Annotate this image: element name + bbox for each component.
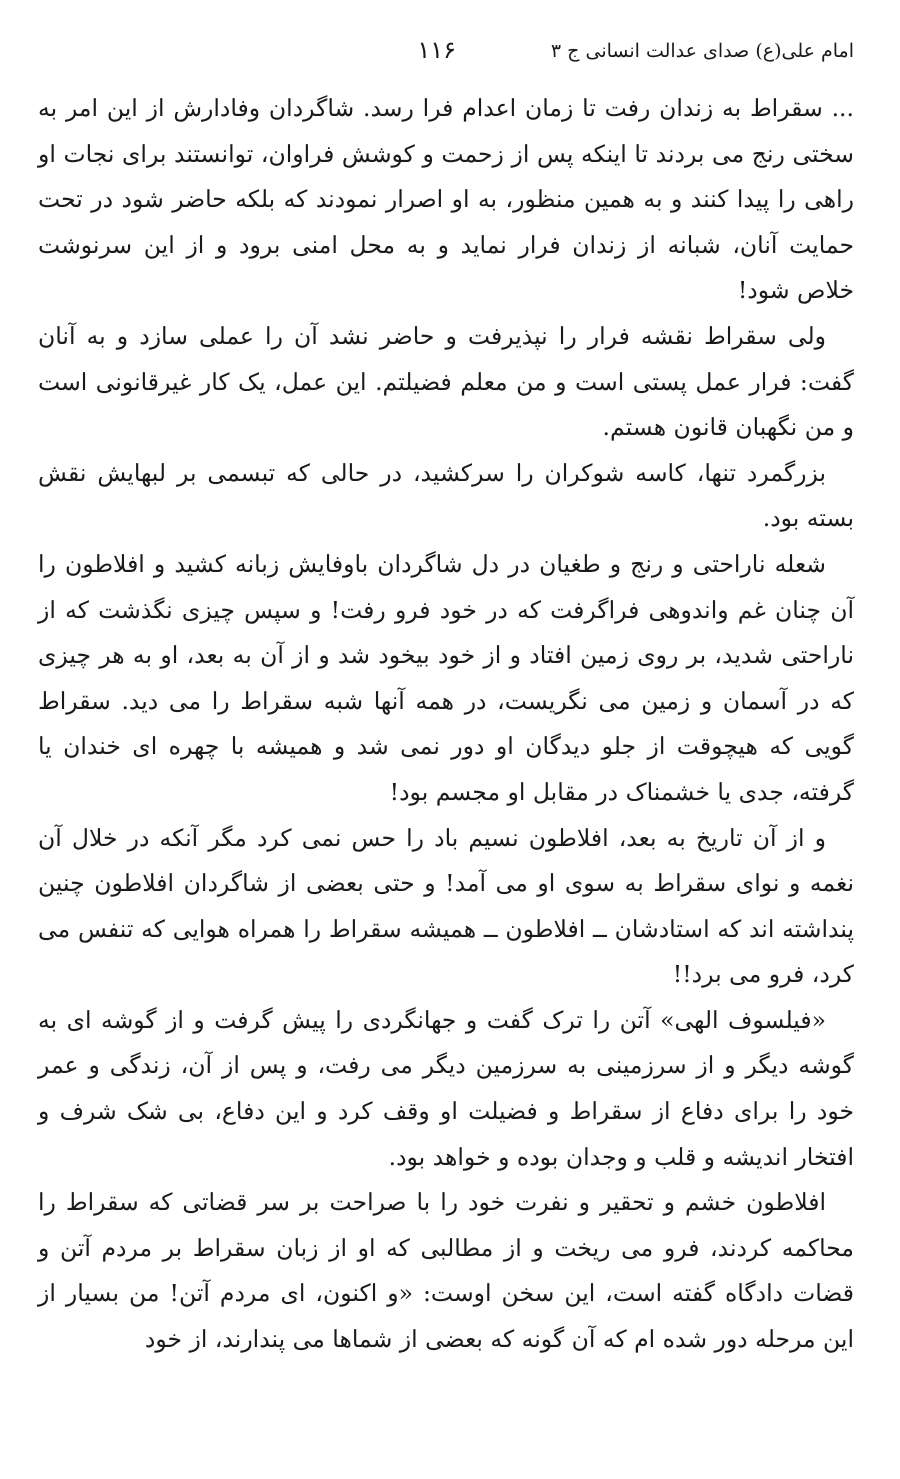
paragraph-3: بزرگمرد تنها، کاسه شوکران را سرکشید، در حالی که تبسمی بر لبهایش نقش بسته بود. [38,458,854,533]
paragraph-1: ... سقراط به زندان رفت تا زمان اعدام فرا رسد. شاگردان وفادارش از این امر به سختی رنج می بردند تا اینکه پس از زحمت و کوشش فراوان، توانستند برای نجات او راهی را پیدا کنند و به همین منظور، به او اصرار نمودند که بلکه حاضر شود در تحت حمایت آنان، شبانه از زندان فرار نماید و به محل امنی برود و از این سرنوشت خلاص شود! [38,94,854,305]
body-text [38,86,854,1363]
paragraph-6: «فیلسوف الهی» آتن را ترک گفت و جهانگردی را پیش گرفت و از گوشه ای به گوشه دیگر و از سرزمینی به سرزمین دیگر می رفت، و پس از آن، زندگی و عمر خود را برای دفاع از سقراط و فضیلت او وقف کرد و این دفاع، بی شک شرف و افتخار اندیشه و قلب و وجدان بوده و خواهد بود. [38,1005,854,1171]
paragraph-7: افلاطون خشم و تحقیر و نفرت خود را با صراحت بر سر قضاتی که سقراط را محاکمه کردند، فرو می ریخت و از مطالبی که او از زبان سقراط بر مردم آتن و قضات دادگاه گفته است، این سخن اوست: «و اکنون، ای مردم آتن! من بسیار از این مرحله دور شده ام که آن گونه که بعضی از شماها می پندارند، از خود [38,1188,854,1354]
paragraph-5: و از آن تاریخ به بعد، افلاطون نسیم باد را حس نمی کرد مگر آنکه در خلال آن نغمه و نوای سقراط به سوی او می آمد! و حتی بعضی از شاگردان افلاطون چنین پنداشته اند که استادشان ــ افلاطون ــ همیشه سقراط را همراه هوایی که تنفس می کرد، فرو می برد!! [38,823,854,989]
page-number: ۱۱۶ [417,36,456,64]
paragraph-4: شعله ناراحتی و رنج و طغیان در دل شاگردان باوفایش زبانه کشید و افلاطون را آن چنان غم واندوهی فراگرفت که در خود فرو رفت! و سپس چیزی نگذشت که از ناراحتی شدید، بر روی زمین افتاد و از خود بیخود شد و از آن به بعد، او به هر چیزی که در آسمان و زمین می نگریست، در همه آنها شبه سقراط را می دید. سقراط گویی که هیچوقت از جلو دیدگان او دور نمی شد و همیشه با چهره ای خندان یا گرفته، جدی یا خشمناک در مقابل او مجسم بود! [38,549,854,806]
book-page [38,0,854,1479]
running-title: امام علی(ع) صدای عدالت انسانی ج ۳ [550,40,854,62]
paragraph-2: ولی سقراط نقشه فرار را نپذیرفت و حاضر نشد آن را عملی سازد و به آنان گفت: فرار عمل پستی است و من معلم فضیلتم. این عمل، یک کار غیرقانونی است و من نگهبان قانون هستم. [38,321,854,442]
page-header [38,36,854,72]
